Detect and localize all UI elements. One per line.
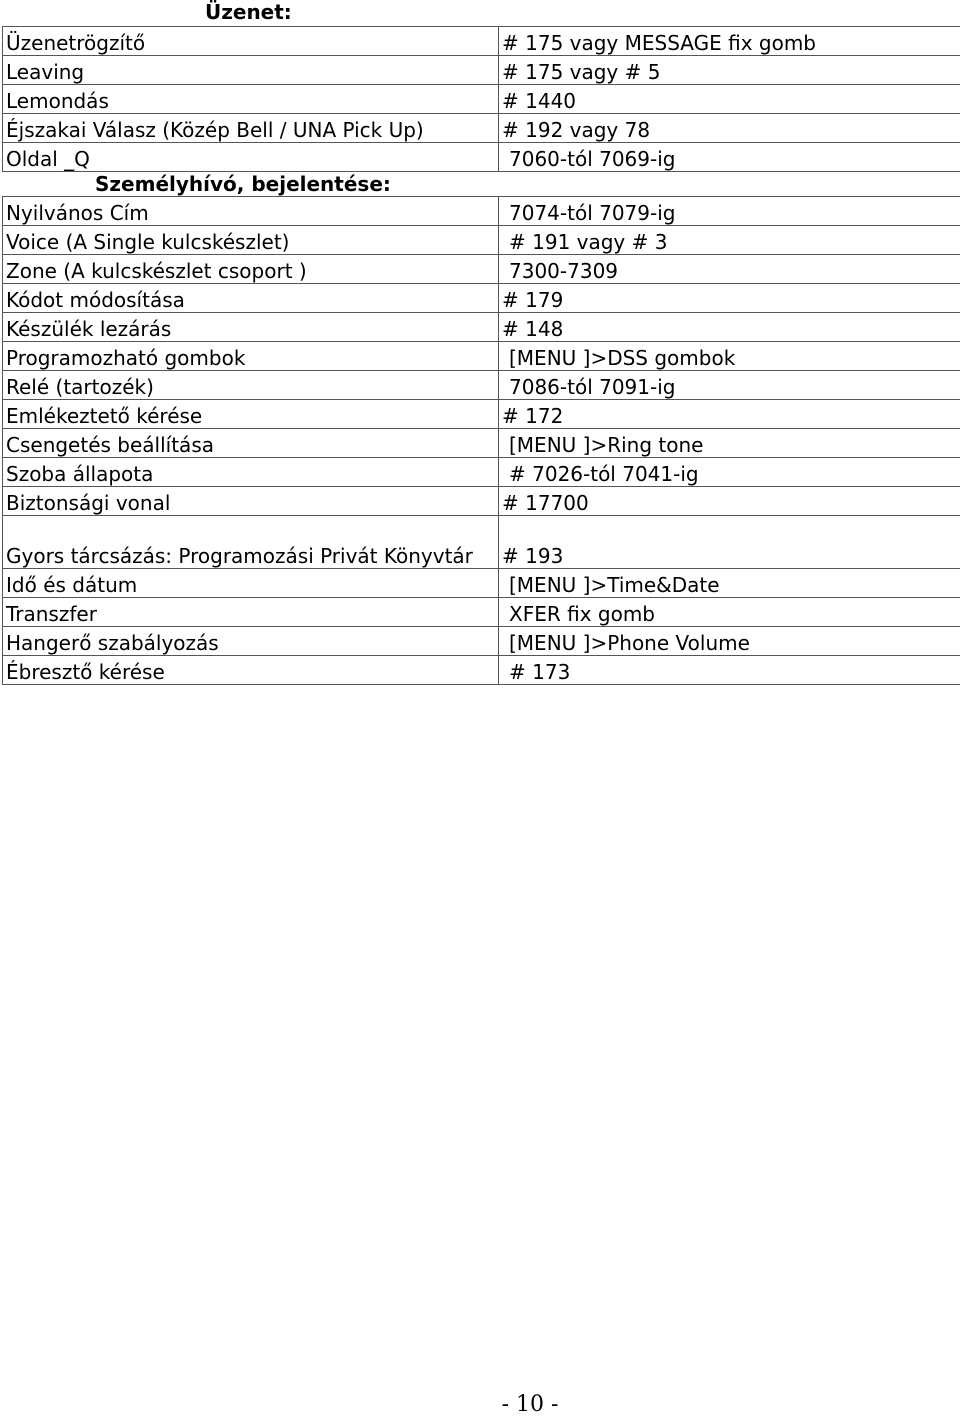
row-value: 7086-tól 7091-ig <box>499 371 960 400</box>
row-label: Programozható gombok <box>3 342 499 371</box>
row-label: Készülék lezárás <box>3 313 499 342</box>
row-value: # 172 <box>499 400 960 429</box>
section-heading-paging: Személyhívó, bejelentése: <box>95 172 391 196</box>
table-row <box>3 598 960 627</box>
row-value: # 175 vagy # 5 <box>499 56 960 85</box>
section-heading-message: Üzenet: <box>205 0 292 24</box>
table-row <box>3 458 960 487</box>
row-label: Éjszakai Válasz (Közép Bell / UNA Pick Up) <box>3 114 499 143</box>
table-row <box>3 226 960 255</box>
table-row <box>3 255 960 284</box>
table-row <box>3 143 960 172</box>
table-row <box>3 85 960 114</box>
table-row <box>3 569 960 598</box>
row-value: # 7026-tól 7041-ig <box>499 458 960 487</box>
row-value: 7060-tól 7069-ig <box>499 143 960 172</box>
table-row <box>3 284 960 313</box>
table-row <box>3 27 960 56</box>
row-value: [MENU ]>Time&Date <box>499 569 960 598</box>
table-row <box>3 400 960 429</box>
message-table <box>2 26 960 172</box>
row-label: Voice (A Single kulcskészlet) <box>3 226 499 255</box>
row-label: Kódot módosítása <box>3 284 499 313</box>
row-value: # 179 <box>499 284 960 313</box>
row-label: Hangerő szabályozás <box>3 627 499 656</box>
row-label: Oldal _Q <box>3 143 499 172</box>
row-value: # 193 <box>499 516 960 569</box>
row-label: Leaving <box>3 56 499 85</box>
table-row <box>3 56 960 85</box>
row-value: XFER fix gomb <box>499 598 960 627</box>
table-row <box>3 313 960 342</box>
row-label: Ébresztő kérése <box>3 656 499 685</box>
row-label: Transzfer <box>3 598 499 627</box>
row-label: Lemondás <box>3 85 499 114</box>
row-label: Üzenetrögzítő <box>3 27 499 56</box>
row-label: Nyilvános Cím <box>3 197 499 226</box>
row-value: [MENU ]>Ring tone <box>499 429 960 458</box>
table-row <box>3 342 960 371</box>
row-value: 7300-7309 <box>499 255 960 284</box>
row-label: Szoba állapota <box>3 458 499 487</box>
table-row <box>3 429 960 458</box>
table-row <box>3 487 960 516</box>
page-number: - 10 - <box>0 1392 960 1418</box>
row-label: Biztonsági vonal <box>3 487 499 516</box>
table-row <box>3 371 960 400</box>
row-value: 7074-tól 7079-ig <box>499 197 960 226</box>
table-row <box>3 516 960 569</box>
table-row <box>3 114 960 143</box>
row-value: [MENU ]>DSS gombok <box>499 342 960 371</box>
row-value: # 192 vagy 78 <box>499 114 960 143</box>
row-label: Csengetés beállítása <box>3 429 499 458</box>
row-value: # 173 <box>499 656 960 685</box>
table-row <box>3 656 960 685</box>
paging-table <box>2 196 960 685</box>
row-label: Relé (tartozék) <box>3 371 499 400</box>
row-label: Emlékeztető kérése <box>3 400 499 429</box>
row-value: # 191 vagy # 3 <box>499 226 960 255</box>
row-label: Idő és dátum <box>3 569 499 598</box>
row-value: # 17700 <box>499 487 960 516</box>
table-row <box>3 197 960 226</box>
row-label: Zone (A kulcskészlet csoport ) <box>3 255 499 284</box>
table-row <box>3 627 960 656</box>
row-label: Gyors tárcsázás: Programozási Privát Könyvtár <box>3 516 499 569</box>
row-value: # 1440 <box>499 85 960 114</box>
row-value: [MENU ]>Phone Volume <box>499 627 960 656</box>
row-value: # 148 <box>499 313 960 342</box>
row-value: # 175 vagy MESSAGE fix gomb <box>499 27 960 56</box>
